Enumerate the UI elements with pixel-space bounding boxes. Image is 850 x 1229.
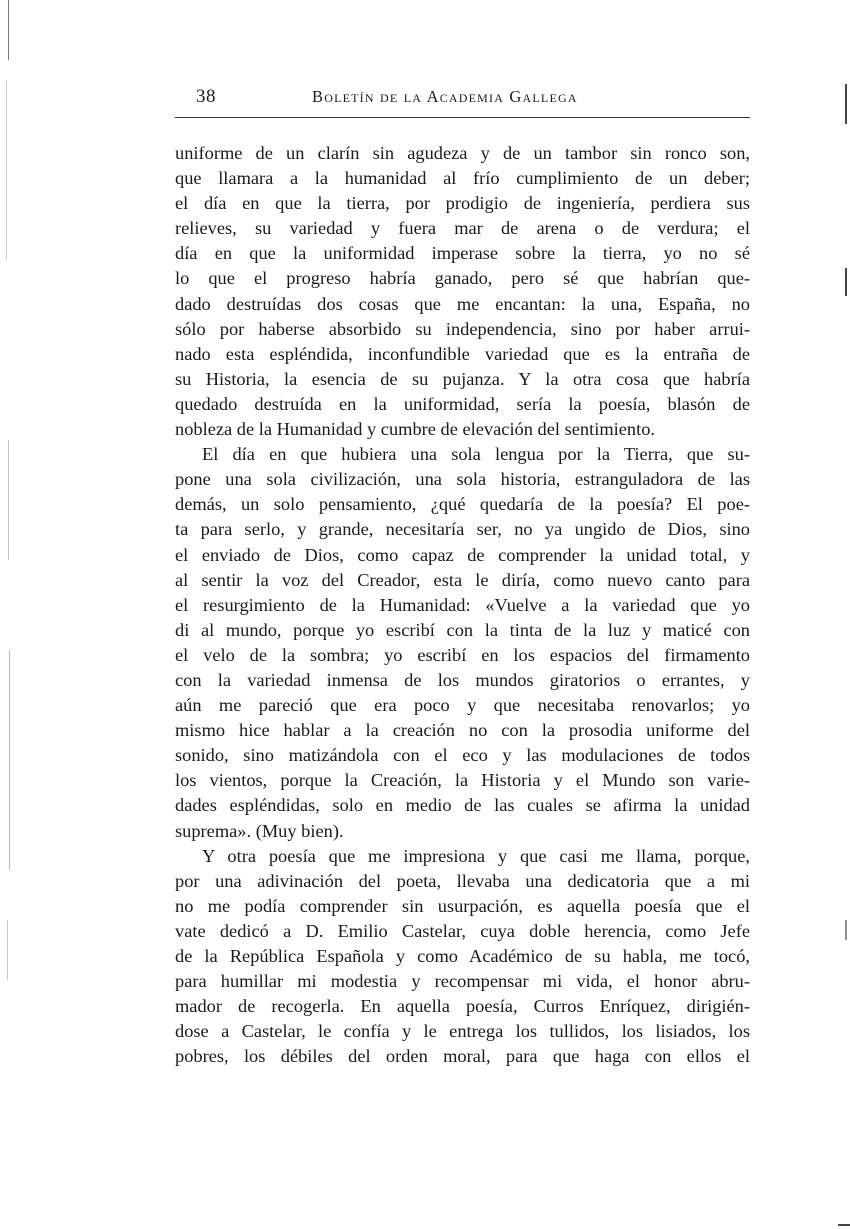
text-line: que llamara a la humanidad al frío cumplimiento de un deber; xyxy=(175,168,750,189)
text-line: di al mundo, porque yo escribí con la tinta de la luz y maticé con xyxy=(175,619,750,640)
text-line: aún me pareció que era poco y que necesitaba renovarlos; yo xyxy=(175,695,750,716)
scan-edge-mark xyxy=(8,440,9,560)
scan-edge-mark xyxy=(845,920,847,940)
text-line: nobleza de la Humanidad y cumbre de elevación del sentimiento. xyxy=(175,419,656,440)
text-line: para humillar mi modestia y recompensar mi vida, el honor abru- xyxy=(175,971,750,992)
text-line: sólo por haberse absorbido su independencia, sino por haber arrui- xyxy=(175,318,750,339)
scan-edge-mark xyxy=(6,80,7,260)
page-number: 38 xyxy=(196,86,216,107)
text-line: mismo hice hablar a la creación no con la prosodia uniforme del xyxy=(175,720,750,741)
text-line: por una adivinación del poeta, llevaba una dedicatoria que a mi xyxy=(175,870,750,891)
text-line: dado destruídas dos cosas que me encantan: la una, España, no xyxy=(175,293,750,314)
text-line: el velo de la sombra; yo escribí en los espacios del firmamento xyxy=(175,644,750,665)
text-line: mador de recogerla. En aquella poesía, Curros Enríquez, dirigién- xyxy=(175,996,750,1017)
text-line: Y otra poesía que me impresiona y que casi me llama, porque, xyxy=(202,845,750,866)
page-header xyxy=(175,86,750,116)
scan-edge-mark xyxy=(845,268,847,296)
text-line: lo que el progreso habría ganado, pero sé que habrían que- xyxy=(175,268,750,289)
text-line: dades espléndidas, solo en medio de las cuales se afirma la unidad xyxy=(175,795,750,816)
running-head: Boletín de la Academia Gallega xyxy=(312,87,578,106)
text-line: uniforme de un clarín sin agudeza y de un tambor sin ronco son, xyxy=(175,143,750,163)
text-line: día en que la uniformidad imperase sobre la tierra, yo no sé xyxy=(175,243,750,264)
text-line: sonido, sino matizándola con el eco y las modulaciones de todos xyxy=(175,745,750,766)
body-text xyxy=(175,141,750,1069)
text-line: con la variedad inmensa de los mundos giratorios o errantes, y xyxy=(175,669,750,690)
text-line: ta para serlo, y grande, necesitaría ser, no ya ungido de Dios, sino xyxy=(175,519,750,540)
text-line: suprema». (Muy bien). xyxy=(175,820,344,841)
text-line: demás, un solo pensamiento, ¿qué quedaría de la poesía? El poe- xyxy=(175,494,750,515)
text-line: pone una sola civilización, una sola historia, estranguladora de las xyxy=(175,469,750,490)
scan-edge-mark xyxy=(838,1224,850,1226)
text-line: pobres, los débiles del orden moral, para que haga con ellos el xyxy=(175,1046,750,1067)
text-line: vate dedicó a D. Emilio Castelar, cuya doble herencia, como Jefe xyxy=(175,920,750,941)
text-line: al sentir la voz del Creador, esta le diría, como nuevo canto para xyxy=(175,569,750,590)
text-line: relieves, su variedad y fuera mar de arena o de verdura; el xyxy=(175,218,750,239)
text-line: nado esta espléndida, inconfundible variedad que es la entraña de xyxy=(175,343,750,364)
text-line: los vientos, porque la Creación, la Historia y el Mundo son varie- xyxy=(175,770,750,791)
text-line: no me podía comprender sin usurpación, es aquella poesía que el xyxy=(175,895,750,916)
text-line: dose a Castelar, le confía y le entrega los tullidos, los lisiados, los xyxy=(175,1021,750,1042)
scan-edge-mark xyxy=(8,0,9,60)
text-line: quedado destruída en la uniformidad, sería la poesía, blasón de xyxy=(175,393,750,414)
text-line: el resurgimiento de la Humanidad: «Vuelve a la variedad que yo xyxy=(175,594,750,615)
scan-edge-mark xyxy=(7,920,8,980)
scan-edge-mark xyxy=(845,84,847,124)
scan-edge-mark xyxy=(9,650,10,870)
header-rule xyxy=(175,117,750,118)
text-line: el día en que la tierra, por prodigio de ingeniería, perdiera sus xyxy=(175,193,750,214)
text-line: su Historia, la esencia de su pujanza. Y la otra cosa que habría xyxy=(175,368,750,389)
text-line: de la República Española y como Académico de su habla, me tocó, xyxy=(175,946,750,966)
text-line: El día en que hubiera una sola lengua por la Tierra, que su- xyxy=(202,444,750,465)
text-line: el enviado de Dios, como capaz de comprender la unidad total, y xyxy=(175,544,750,565)
